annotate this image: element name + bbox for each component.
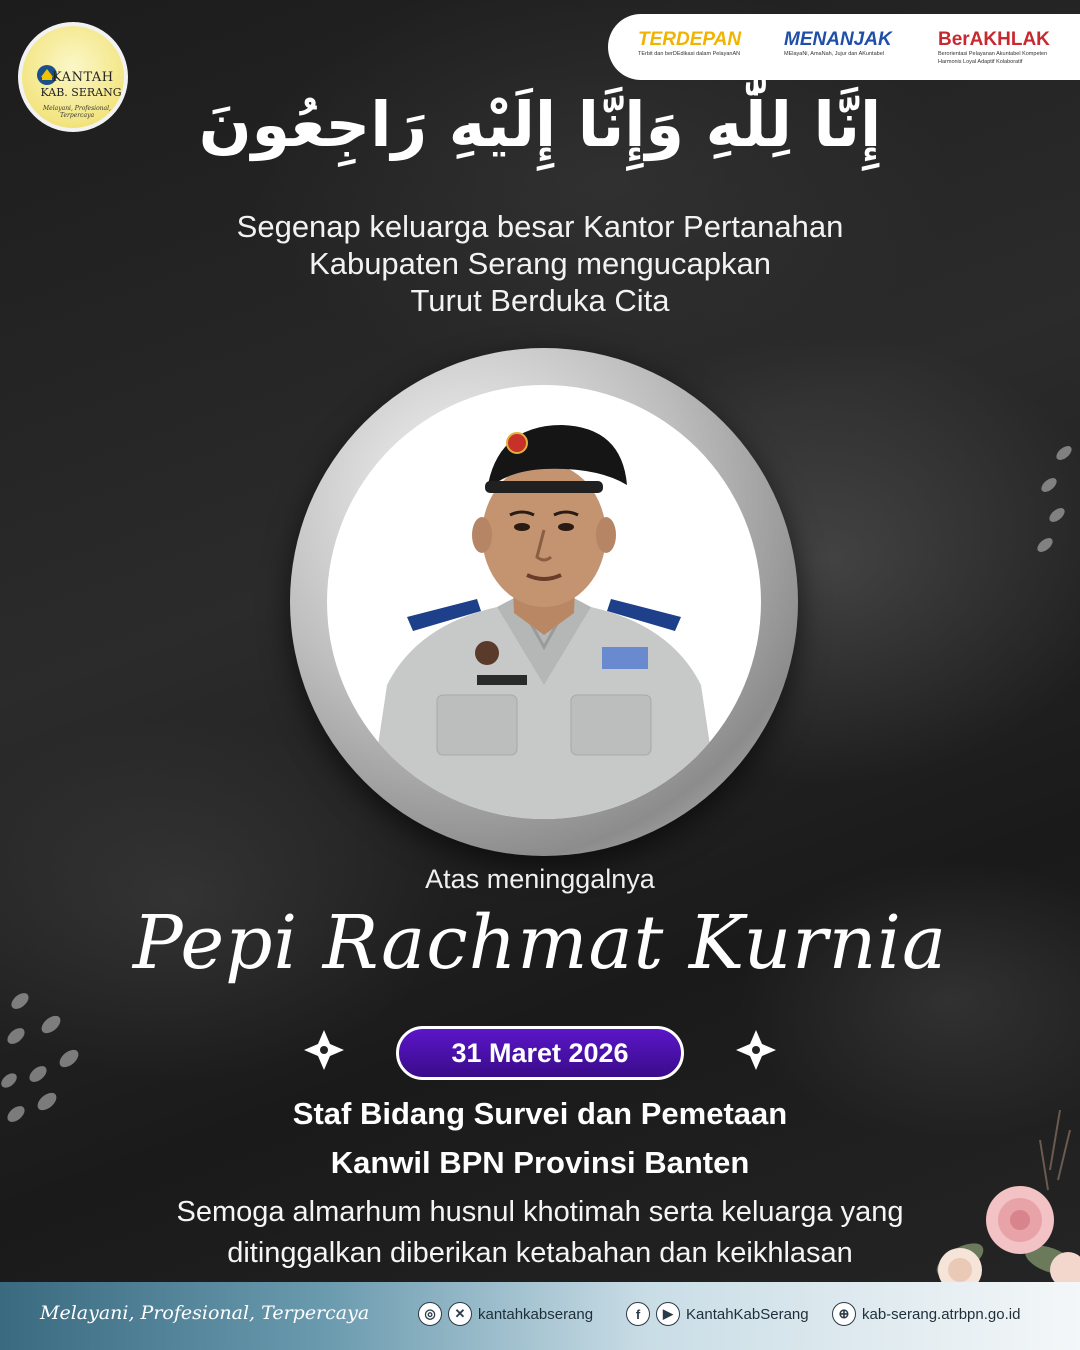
intro-line3: Turut Berduka Cita	[410, 283, 670, 318]
globe-icon[interactable]: ⊕	[832, 1302, 856, 1326]
intro-line2: Kabupaten Serang mengucapkan	[309, 246, 771, 281]
value-menanjak-title: MENANJAK	[784, 29, 892, 50]
value-berakhlak-sub: Berorientasi Pelayanan Akuntabel Kompeten Harmonis Loyal Adaptif Kolaboratif	[938, 51, 1048, 65]
left-ornament-icon	[302, 1028, 346, 1072]
value-menanjak	[784, 30, 892, 58]
core-values-banner	[608, 14, 1080, 80]
arabic-calligraphy: إِنَّا لِلَّٰهِ وَإِنَّا إِلَيْهِ رَاجِعُونَ	[198, 88, 882, 161]
decor-dot	[1035, 535, 1055, 554]
date-badge: 31 Maret 2026	[396, 1026, 684, 1080]
decor-dot	[56, 1046, 81, 1070]
value-menanjak-sub: MElayaNi, AmaNah, Jujur dan AKuntabel	[784, 51, 884, 57]
footer-bar	[0, 1282, 1080, 1350]
facebook-icon[interactable]: f	[626, 1302, 650, 1326]
value-terdepan-title: TERDEPAN	[638, 29, 742, 50]
value-berakhlak-title: BerAKHLAK	[938, 29, 1050, 50]
website-link[interactable]	[832, 1302, 1020, 1326]
social-handle-2[interactable]: KantahKabSerang	[686, 1305, 809, 1323]
footer-slogan: Melayani, Profesional, Terpercaya	[40, 1302, 370, 1324]
decor-dot	[1047, 505, 1067, 524]
role-line1: Staf Bidang Survei dan Pemetaan	[292, 1096, 788, 1131]
prayer-line2: ditinggalkan diberikan ketabahan dan keikhlasan	[227, 1237, 853, 1269]
logo-line2: KAB. SERANG	[40, 86, 122, 99]
decor-dot	[38, 1012, 63, 1036]
value-terdepan	[638, 30, 741, 58]
social-handle-1[interactable]: kantahkabserang	[478, 1305, 594, 1323]
decor-dot	[4, 1025, 27, 1047]
social-instagram-x[interactable]	[418, 1302, 593, 1326]
person-portrait-icon	[327, 385, 761, 819]
right-ornament-icon	[734, 1028, 778, 1072]
logo-tagline: Melayani, Profesional, Terpercaya	[43, 105, 111, 119]
value-berakhlak	[938, 30, 1060, 66]
social-facebook-youtube[interactable]	[626, 1302, 809, 1326]
prayer-line1: Semoga almarhum husnul khotimah serta keluarga yang	[176, 1196, 904, 1228]
decor-dot	[8, 990, 31, 1012]
decor-dot	[1054, 443, 1074, 462]
logo-line1: KANTAH	[52, 70, 114, 85]
value-terdepan-sub: TErbit dan berDEdikasi dalam PelayanAN	[638, 51, 741, 57]
intro-text	[0, 208, 1080, 319]
website-url[interactable]: kab-serang.atrbpn.go.id	[862, 1305, 1021, 1323]
role-line2: Kanwil BPN Provinsi Banten	[330, 1145, 750, 1180]
decor-dot	[26, 1063, 49, 1085]
flower-decoration-icon	[920, 1110, 1080, 1290]
intro-line1: Segenap keluarga besar Kantor Pertanahan	[236, 209, 844, 244]
decor-dot	[0, 1071, 19, 1091]
instagram-icon[interactable]: ◎	[418, 1302, 442, 1326]
prayer-text	[0, 1192, 1080, 1274]
deceased-name: Pepi Rachmat Kurnia	[132, 900, 948, 986]
portrait-photo	[327, 385, 761, 819]
youtube-icon[interactable]: ▶	[656, 1302, 680, 1326]
x-icon[interactable]: ✕	[448, 1302, 472, 1326]
decor-dot	[1039, 475, 1059, 494]
atas-text: Atas meninggalnya	[425, 864, 655, 894]
